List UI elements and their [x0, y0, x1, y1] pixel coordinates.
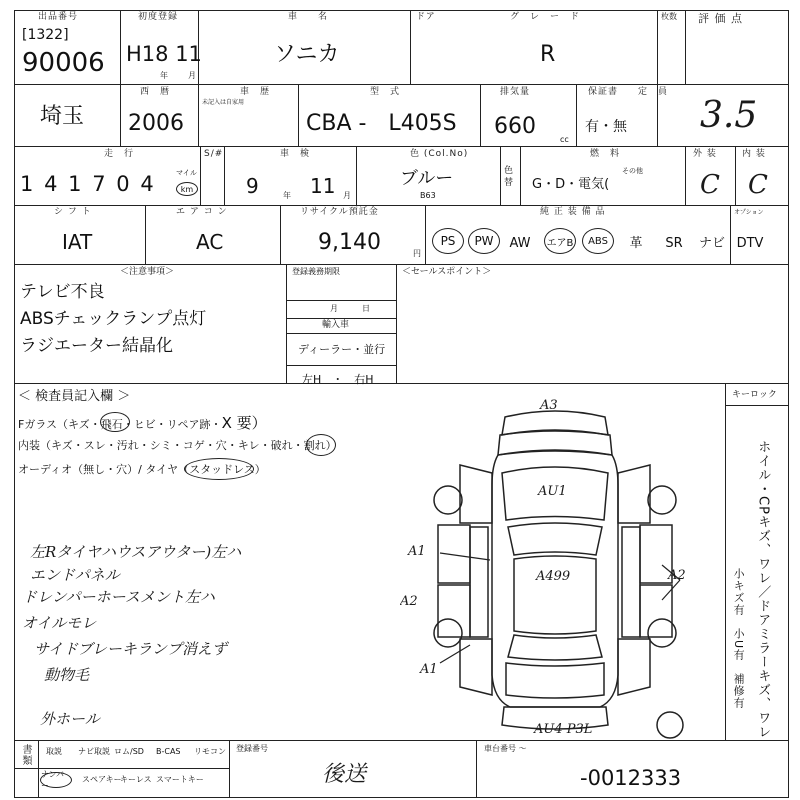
- aircon-value: AC: [196, 230, 224, 254]
- color-label: 色 (Col.No): [410, 149, 469, 159]
- year-value: 2006: [128, 111, 184, 136]
- displacement-value: 660: [494, 114, 536, 139]
- right-rear-fender: [618, 639, 650, 695]
- mark-au4: AU4 P3L: [534, 722, 593, 737]
- corner-label: 枚数: [661, 12, 677, 21]
- interior-label: 内 装: [742, 149, 766, 159]
- prefecture: 埼玉: [40, 104, 85, 129]
- equipment-7: SR: [665, 236, 683, 251]
- car-damage-diagram: [400, 395, 710, 740]
- fuel-value: G・D・電気(: [532, 177, 610, 192]
- left-front-door: [438, 525, 470, 583]
- equipment-8: ナビ: [698, 236, 725, 251]
- caution-label: ＜注意事項＞: [120, 267, 175, 277]
- exterior-label: 外 装: [693, 149, 717, 159]
- score-label: 評 価 点: [698, 12, 743, 25]
- keylock-label: キーロック: [732, 390, 777, 400]
- hand-note-5: サイドブレーキランプ消えず: [34, 640, 227, 658]
- inspection-month-suffix: 月: [343, 191, 351, 200]
- month-day-label: 月 日: [330, 304, 370, 313]
- docs-label: 書類: [20, 744, 31, 766]
- hand-note-3: ドレンパーホースメント左ハ: [22, 588, 215, 606]
- lot-no-label: 出品番号: [38, 12, 79, 22]
- doc-item-8: スマートキー: [156, 775, 204, 784]
- western-year-label: 西 暦: [140, 87, 171, 97]
- recycle-value: 9,140: [318, 230, 381, 255]
- doc-item-0: 取説: [46, 747, 62, 756]
- warranty-value: 有・無: [585, 119, 627, 135]
- option-label: オプション: [734, 209, 764, 216]
- right-side-sill: [622, 527, 640, 637]
- score-value: 3.5: [700, 95, 758, 136]
- car-name-value: ソニカ: [274, 42, 340, 67]
- number-value: 後送: [322, 762, 367, 787]
- color-change: 色替: [504, 166, 514, 188]
- chassis-label: 車台番号 ～: [484, 744, 527, 753]
- caution-line-2: ABSチェックランプ点灯: [20, 309, 207, 329]
- mark-au1: AU1: [538, 484, 567, 499]
- mark-a2-right: A2: [668, 568, 686, 583]
- color-value: ブルー: [400, 168, 454, 189]
- grade-value: R: [540, 42, 556, 67]
- first-reg-value: H18 11: [126, 42, 202, 66]
- doc-item-1: ナビ取説: [78, 747, 110, 756]
- hand-note-6: 動物毛: [44, 666, 90, 684]
- vertical-note: ホイル・CPキズ、ワレ／ドアミラーキズ、ワレ: [755, 440, 771, 739]
- mileage-value: 1 4 1 7 0 4: [20, 172, 156, 196]
- interior-circle-mark: [306, 434, 336, 456]
- model-label: 型 式: [370, 87, 401, 97]
- yen-unit: 円: [413, 249, 421, 258]
- interior-line: 内装（キズ・スレ・汚れ・シミ・コゲ・穴・キレ・破れ・割れ）: [18, 439, 337, 452]
- model-value: CBA - L405S: [306, 111, 457, 136]
- inspection-year: 9: [246, 174, 259, 198]
- mark-a1-bottom: A1: [420, 662, 438, 677]
- equipment-9: DTV: [736, 236, 764, 251]
- left-rear-fender: [460, 639, 492, 695]
- audio-line: オーディオ（無し・穴）/ タイヤ（スタッドレス）: [18, 463, 266, 476]
- mark-a2-left: A2: [400, 594, 418, 609]
- s-label: S/#: [204, 149, 224, 159]
- doc-item-5: ナンバー: [40, 772, 72, 788]
- mileage-label: 走 行: [104, 149, 135, 159]
- equipment-5: ABS: [582, 228, 614, 254]
- equipment-label: 純 正 装 備 品: [540, 207, 606, 217]
- car-history-label: 車 歴: [240, 87, 271, 97]
- left-rear-door: [438, 585, 470, 637]
- doc-item-7: キーレス: [120, 775, 152, 784]
- left-front-fender: [460, 465, 492, 523]
- caution-line-3: ラジエーター結晶化: [20, 336, 173, 356]
- windshield-outline: [508, 523, 602, 555]
- import-label: 輸入車: [322, 320, 350, 330]
- fuel-label: 燃 料: [590, 149, 621, 159]
- inspection-year-suffix: 年: [283, 191, 291, 200]
- doc-item-2: ロム/SD: [114, 747, 144, 756]
- first-reg-label: 初度登録: [138, 12, 179, 22]
- car-history-note: 未記入は自家用: [202, 99, 245, 106]
- mark-a1: A1: [408, 544, 426, 559]
- right-front-fender: [618, 465, 650, 523]
- glass-line: Fガラス（キズ・飛石・ヒビ・リペア跡・X 要）: [18, 414, 267, 432]
- lot-box: [1322]: [22, 27, 69, 43]
- left-side-sill: [470, 527, 488, 637]
- doc-item-3: B-CAS: [156, 747, 181, 756]
- spare-wheel: [657, 712, 683, 738]
- number-label: 登録番号: [236, 744, 268, 753]
- displacement-label: 排気量: [500, 87, 531, 97]
- warranty-label: 保証書: [588, 87, 619, 97]
- lot-number: 90006: [22, 48, 105, 78]
- equipment-6: 革: [629, 236, 643, 251]
- doc-item-4: リモコン: [194, 747, 226, 756]
- hand-note-7: 外ホール: [40, 710, 100, 728]
- right-rear-door: [640, 585, 672, 637]
- equipment-1: PS: [432, 228, 464, 254]
- rear-window-outline: [508, 635, 602, 660]
- shift-value: IAT: [62, 230, 93, 254]
- reg-due-label: 登録義務期限: [292, 267, 340, 276]
- door-label: ドア: [416, 12, 436, 22]
- aircon-label: エ ア コ ン: [176, 207, 228, 217]
- capacity-label: 定 員: [638, 87, 669, 97]
- hand-note-4: オイルモレ: [22, 614, 97, 632]
- roof-outline: [514, 556, 596, 634]
- mark-a499: A499: [536, 569, 571, 584]
- fuel-other: その他: [622, 167, 643, 175]
- sales-point-label: ＜セールスポイント＞: [402, 267, 492, 277]
- hand-note-1: 左Rタイヤハウスアウター)左ハ: [30, 543, 242, 561]
- year-suffix: 年: [160, 71, 168, 80]
- vertical-sub: 小キズ有 小U有 補修有: [732, 568, 746, 710]
- mark-a3: A3: [540, 398, 558, 413]
- wheel-front-left: [434, 486, 462, 514]
- inspection-label: 車 検: [280, 149, 311, 159]
- mark-leader-a1b: [440, 645, 470, 663]
- glass-circle-mark: [100, 412, 130, 432]
- mile-unit: マイル: [176, 169, 197, 177]
- equipment-4: エアB: [544, 228, 576, 254]
- equipment-2: PW: [468, 228, 500, 254]
- trunk-outline: [506, 663, 604, 698]
- equipment-3: AW: [509, 236, 531, 251]
- car-name-label: 車 名: [288, 12, 329, 22]
- chassis-value: -0012333: [580, 766, 682, 790]
- handle-value: 左H ・ 右H: [302, 373, 374, 386]
- cc-unit: cc: [560, 135, 569, 144]
- doc-item-6: スペアキー: [82, 775, 122, 784]
- exterior-value: C: [700, 170, 720, 200]
- inspector-label: ＜ 検査員記入欄 ＞: [18, 389, 131, 404]
- mark-leader-a1: [440, 553, 490, 560]
- month-suffix: 月: [188, 71, 196, 80]
- km-unit: km: [176, 182, 198, 196]
- inspection-month: 11: [310, 174, 336, 198]
- interior-value: C: [748, 170, 768, 200]
- color-no: B63: [420, 191, 436, 200]
- caution-line-1: テレビ不良: [20, 282, 105, 302]
- grade-label: グ レ ー ド: [510, 12, 581, 22]
- recycle-label: リサイクル預託金: [300, 207, 379, 217]
- dealer-value: ディーラー・並行: [298, 343, 386, 356]
- audio-circle-mark: [184, 458, 254, 480]
- hand-note-2: エンドパネル: [30, 566, 120, 584]
- wheel-front-right: [648, 486, 676, 514]
- shift-label: シ フ ト: [54, 207, 92, 217]
